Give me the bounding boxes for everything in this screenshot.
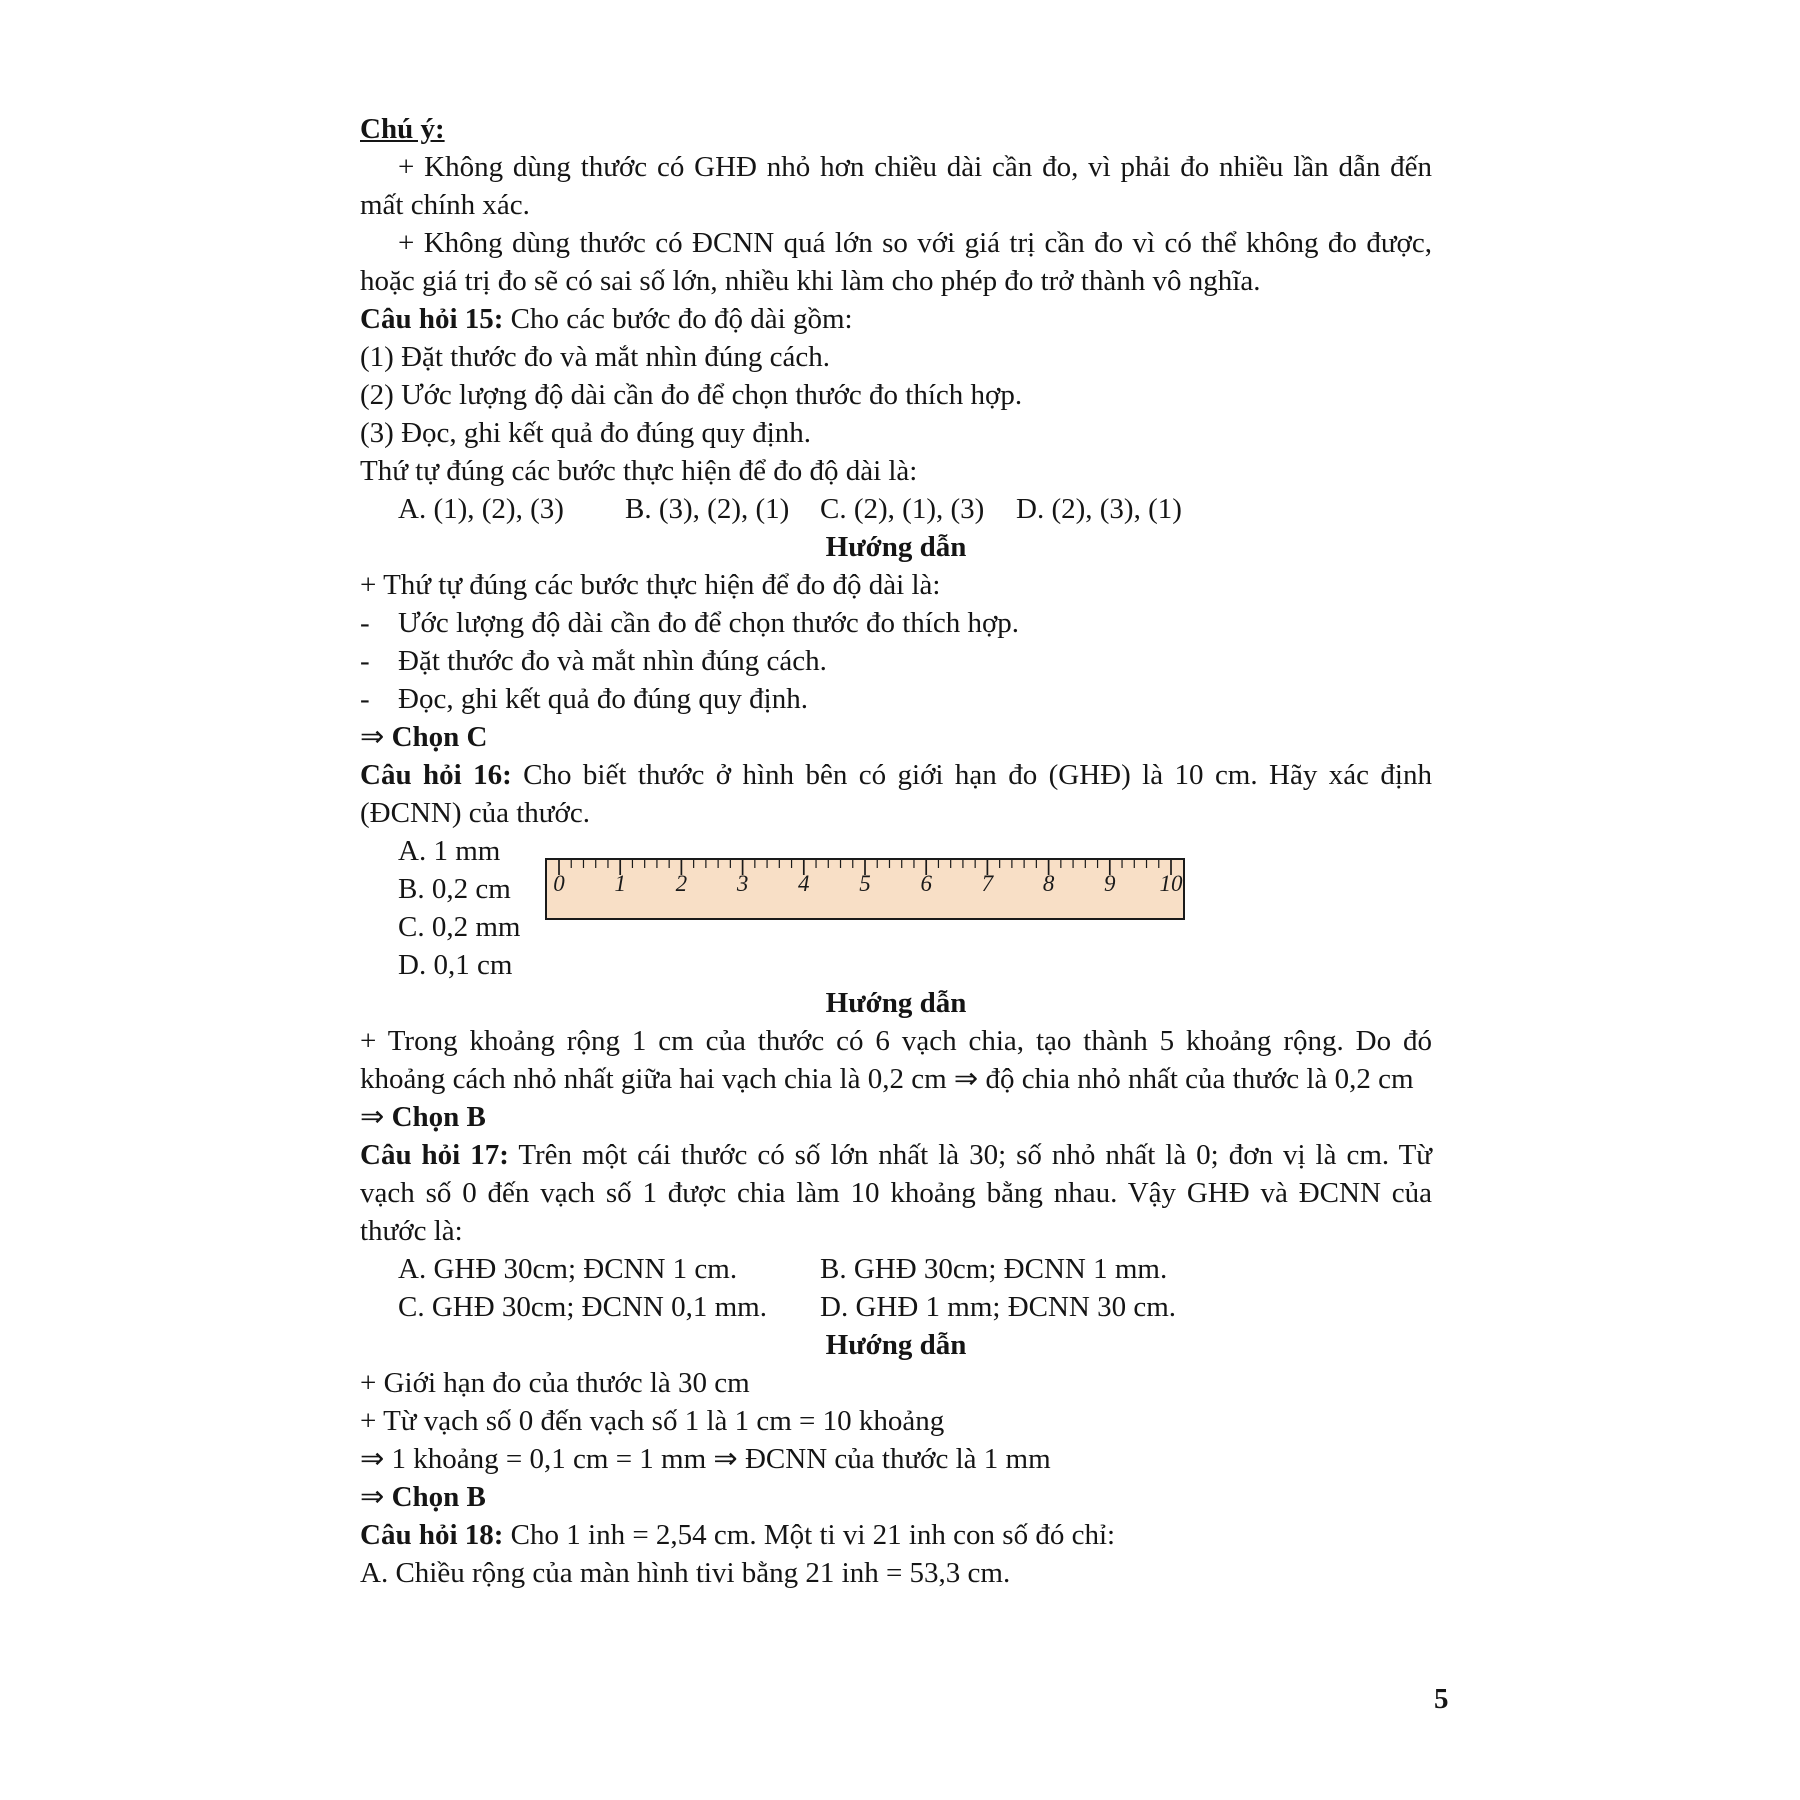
answer-text: Chọn B xyxy=(391,1101,486,1133)
option-c: C. GHĐ 30cm; ĐCNN 0,1 mm. xyxy=(398,1291,767,1323)
bullet-item: Đặt thước đo và mắt nhìn đúng cách. xyxy=(398,645,827,677)
svg-text:0: 0 xyxy=(553,871,565,896)
step-item: (1) Đặt thước đo và mắt nhìn đúng cách. xyxy=(360,341,830,373)
option-d: D. (2), (3), (1) xyxy=(1016,493,1182,525)
option-d: D. GHĐ 1 mm; ĐCNN 30 cm. xyxy=(820,1291,1177,1323)
note-item: + Không dùng thước có ĐCNN quá lớn so với giá trị cần đo vì có thể không đo được, hoặc giá trị đo sẽ có sai số lớn, nhiều khi làm cho phép đo trở thành vô nghĩa. xyxy=(360,227,1432,297)
question-text: Trên một cái thước có số lớn nhất là 30; số nhỏ nhất là 0; đơn vị là cm. Từ vạch số 0 đến vạch số 1 được chia làm 10 khoảng bằng nhau. Vậy GHĐ và ĐCNN của thước là: xyxy=(360,1139,1433,1247)
answer-line xyxy=(360,718,1432,756)
option-a: A. 1 mm xyxy=(398,835,501,867)
bullet-line xyxy=(360,642,1432,680)
bullet-item: Ước lượng độ dài cần đo để chọn thước đo thích hợp. xyxy=(398,607,1020,639)
guide-heading: Hướng dẫn xyxy=(825,987,967,1019)
question-label: Câu hỏi 15: xyxy=(360,303,504,335)
svg-text:10: 10 xyxy=(1159,871,1183,896)
guide-heading: Hướng dẫn xyxy=(825,1329,967,1361)
bullet-line xyxy=(360,604,1432,642)
guide-line: ⇒ 1 khoảng = 0,1 cm = 1 mm ⇒ ĐCNN của thước là 1 mm xyxy=(360,1443,1051,1475)
note-heading-line xyxy=(360,110,1432,148)
double-arrow-icon: ⇒ xyxy=(360,1481,385,1513)
question-16 xyxy=(360,756,1432,832)
bullet-line xyxy=(360,680,1432,718)
double-arrow-icon: ⇒ xyxy=(360,1101,385,1133)
note-heading: Chú ý: xyxy=(360,113,445,145)
guide-heading: Hướng dẫn xyxy=(825,531,967,563)
option-a: A. (1), (2), (3) xyxy=(398,493,564,525)
options-row xyxy=(398,1250,1432,1326)
step-item: (2) Ước lượng độ dài cần đo để chọn thước đo thích hợp. xyxy=(360,379,1023,411)
svg-text:4: 4 xyxy=(798,871,810,896)
page-content xyxy=(360,110,1432,1592)
page-number: 5 xyxy=(1434,1683,1449,1715)
option-a: A. Chiều rộng của màn hình tivi bằng 21 inh = 53,3 cm. xyxy=(360,1557,1011,1589)
answer-line xyxy=(360,1478,1432,1516)
svg-text:6: 6 xyxy=(920,871,932,896)
question-text: Cho các bước đo độ dài gồm: xyxy=(503,303,853,335)
option-a: A. GHĐ 30cm; ĐCNN 1 cm. xyxy=(398,1253,738,1285)
guide-line: + Từ vạch số 0 đến vạch số 1 là 1 cm = 10 khoảng xyxy=(360,1405,945,1437)
option-b: B. GHĐ 30cm; ĐCNN 1 mm. xyxy=(820,1253,1168,1285)
question-text: Cho biết thước ở hình bên có giới hạn đo (GHĐ) là 10 cm. Hãy xác định (ĐCNN) của thước. xyxy=(360,759,1432,829)
ruler-image xyxy=(545,858,1185,920)
question-prompt: Thứ tự đúng các bước thực hiện để đo độ dài là: xyxy=(360,455,918,487)
question-label: Câu hỏi 18: xyxy=(360,1519,504,1551)
ruler-figure xyxy=(545,858,1185,930)
svg-text:5: 5 xyxy=(859,871,871,896)
svg-text:8: 8 xyxy=(1042,871,1055,896)
svg-text:7: 7 xyxy=(981,871,994,896)
options-row xyxy=(398,490,1432,528)
step-item: (3) Đọc, ghi kết quả đo đúng quy định. xyxy=(360,417,812,449)
svg-text:3: 3 xyxy=(736,871,749,896)
question-15 xyxy=(360,300,1432,338)
question-16-figure-row xyxy=(360,832,1432,984)
svg-text:9: 9 xyxy=(1104,871,1116,896)
option-b: B. 0,2 cm xyxy=(398,873,511,905)
question-17 xyxy=(360,1136,1432,1250)
question-18 xyxy=(360,1516,1432,1554)
note-item: + Không dùng thước có GHĐ nhỏ hơn chiều dài cần đo, vì phải đo nhiều lần dẫn đến mất chính xác. xyxy=(360,151,1432,221)
bullet-marker: - xyxy=(360,645,370,677)
answer-text: Chọn B xyxy=(391,1481,486,1513)
option-d: D. 0,1 cm xyxy=(398,949,513,981)
question-label: Câu hỏi 17: xyxy=(360,1139,509,1171)
svg-text:1: 1 xyxy=(614,871,626,896)
question-text: Cho 1 inh = 2,54 cm. Một ti vi 21 inh con số đó chỉ: xyxy=(503,1519,1116,1551)
options-column xyxy=(398,832,545,984)
svg-text:2: 2 xyxy=(675,871,688,896)
guide-line: + Giới hạn đo của thước là 30 cm xyxy=(360,1367,750,1399)
guide-paragraph: + Trong khoảng rộng 1 cm của thước có 6 vạch chia, tạo thành 5 khoảng rộng. Do đó khoảng cách nhỏ nhất giữa hai vạch chia là 0,2 cm ⇒ độ chia nhỏ nhất của thước là 0,2 cm xyxy=(360,1025,1432,1095)
guide-line: + Thứ tự đúng các bước thực hiện để đo độ dài là: xyxy=(360,569,941,601)
option-b: B. (3), (2), (1) xyxy=(625,493,790,525)
answer-line xyxy=(360,1098,1432,1136)
double-arrow-icon: ⇒ xyxy=(360,721,385,753)
question-label: Câu hỏi 16: xyxy=(360,759,512,791)
bullet-marker: - xyxy=(360,683,370,715)
bullet-item: Đọc, ghi kết quả đo đúng quy định. xyxy=(398,683,808,715)
option-c: C. (2), (1), (3) xyxy=(820,493,985,525)
option-c: C. 0,2 mm xyxy=(398,911,521,943)
answer-text: Chọn C xyxy=(391,721,488,753)
bullet-marker: - xyxy=(360,607,370,639)
